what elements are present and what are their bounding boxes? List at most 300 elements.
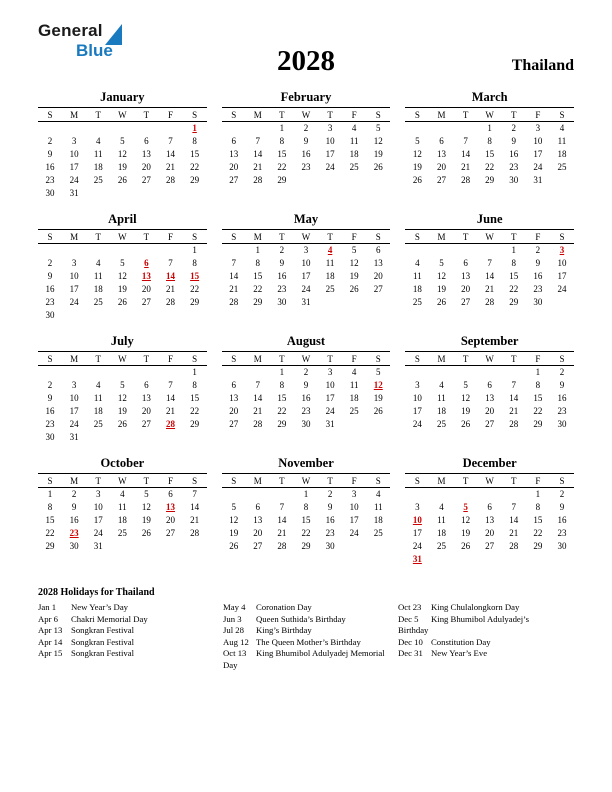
week-row [222,174,391,187]
day-of-week-header: F [158,352,182,366]
week-row [405,270,574,283]
calendar-day: 12 [436,271,446,281]
calendar-day: 10 [349,502,359,512]
logo-text-blue: Blue [76,41,113,60]
calendar-day: 17 [412,528,422,538]
day-of-week-header: W [478,474,502,488]
calendar-day: 21 [253,406,263,416]
calendar-day: 30 [509,175,519,185]
day-of-week-header: S [366,230,390,244]
week-row [38,527,207,540]
calendar-day: 23 [557,406,567,416]
calendar-day: 12 [412,149,422,159]
calendar-day: 19 [117,406,127,416]
calendar-day: 15 [533,393,543,403]
month-september [405,334,574,456]
calendar-day: 30 [277,297,287,307]
calendar-day-empty [183,309,207,322]
calendar-day-empty [342,296,366,309]
calendar-day: 8 [255,258,261,268]
holiday-date: Jan 1 [38,602,57,612]
calendar-day: 7 [255,136,261,146]
calendar-day: 19 [461,528,471,538]
day-of-week-header: M [429,108,453,122]
calendar-day: 28 [229,297,239,307]
calendar-day-holiday: 14 [166,271,176,281]
month-table [38,107,207,200]
holiday-name: Songkran Festival [71,636,134,647]
day-of-week-header: S [405,474,429,488]
week-row [38,418,207,431]
calendar-day: 29 [509,297,519,307]
calendar-day: 5 [376,123,381,134]
calendar-day: 1 [487,123,492,134]
calendar-day-empty [158,244,182,257]
calendar-day: 8 [192,380,197,390]
calendar-day-empty [366,296,390,309]
calendar-day-empty [86,431,110,444]
page-header [38,22,574,78]
calendar-day: 19 [436,284,446,294]
calendar-day: 19 [461,406,471,416]
month-july [38,334,207,456]
day-of-week-header: S [366,352,390,366]
day-of-week-header: T [454,108,478,122]
calendar-day: 16 [45,406,55,416]
calendar-day-empty [454,488,478,501]
calendar-day: 27 [485,419,495,429]
calendar-day: 16 [45,162,55,172]
calendar-day: 19 [117,162,127,172]
calendar-day: 24 [69,419,79,429]
holiday-name: New Year’s Eve [431,648,488,659]
calendar-day: 25 [93,419,103,429]
calendar-day-empty [246,488,270,501]
calendar-day: 10 [533,136,543,146]
calendar-day: 3 [71,258,77,268]
day-of-week-header: M [62,352,86,366]
calendar-day: 26 [461,541,471,551]
holiday-date: Apr 6 [38,613,59,624]
calendar-day: 14 [485,271,495,281]
calendar-day: 9 [303,380,309,390]
calendar-day: 11 [413,271,422,281]
calendar-day-holiday: 23 [69,528,79,538]
holiday-date: Apr 13 [38,625,63,636]
calendar-day-empty [134,366,158,379]
calendar-day: 24 [69,175,79,185]
week-row [405,488,574,501]
calendar-day: 23 [533,284,543,294]
calendar-day-empty [110,431,134,444]
week-row [222,257,391,270]
calendar-day-empty [86,366,110,379]
calendar-day: 1 [192,367,197,378]
calendar-day-empty [62,244,86,257]
calendar-day-empty [405,122,429,135]
month-table [405,473,574,566]
week-row [405,174,574,187]
calendar-day: 25 [412,297,422,307]
month-title: October [100,456,145,470]
month-table [222,229,391,309]
calendar-day-holiday: 3 [559,245,565,256]
calendar-day: 22 [277,406,287,416]
calendar-day: 7 [168,136,173,146]
calendar-day: 5 [120,380,125,390]
calendar-day: 29 [485,175,495,185]
calendar-day: 6 [231,380,236,390]
calendar-day: 14 [509,393,519,403]
month-title: June [476,212,503,226]
calendar-day: 25 [436,541,446,551]
calendar-day: 27 [461,297,471,307]
calendar-day-empty [134,431,158,444]
calendar-day: 10 [325,136,335,146]
day-of-week-header: F [342,230,366,244]
calendar-day-empty [86,309,110,322]
calendar-day: 19 [412,162,422,172]
calendar-day: 26 [373,162,383,172]
holiday-entry [38,614,215,626]
month-title: December [462,456,517,470]
calendar-day: 29 [533,419,543,429]
calendar-day: 4 [439,380,444,390]
day-of-week-header: T [270,474,294,488]
holiday-column [223,602,398,672]
calendar-day: 15 [190,393,200,403]
calendar-day: 20 [141,284,151,294]
calendar-day: 7 [511,380,516,390]
calendar-day: 17 [301,271,311,281]
calendar-day-empty [526,553,550,566]
week-row [38,431,207,444]
calendar-day: 3 [327,123,333,134]
calendar-day: 22 [45,528,55,538]
calendar-day: 29 [190,297,200,307]
calendar-day: 10 [69,393,79,403]
week-row [222,244,391,257]
calendar-day-holiday: 1 [192,123,197,134]
calendar-day: 25 [117,528,127,538]
calendar-day: 14 [166,393,176,403]
calendar-day: 18 [349,149,359,159]
month-title: February [280,90,332,104]
holiday-date: Jul 28 [223,625,244,636]
calendar-day-empty [110,366,134,379]
calendar-day: 24 [93,528,103,538]
calendar-day: 2 [47,258,53,268]
calendar-day: 2 [303,123,309,134]
week-row [38,283,207,296]
calendar-day: 18 [373,515,383,525]
week-row [222,148,391,161]
calendar-day: 6 [376,245,381,256]
calendar-day: 5 [144,489,149,500]
calendar-day: 3 [415,380,420,390]
week-row [38,257,207,270]
calendar-day: 18 [412,284,422,294]
calendar-day: 1 [192,245,197,256]
week-row [38,405,207,418]
holiday-entry [223,648,390,671]
month-april [38,212,207,334]
calendar-day: 6 [439,136,444,146]
calendar-day: 15 [45,515,55,525]
calendar-day-empty [342,540,366,553]
calendar-day: 22 [301,528,311,538]
day-of-week-header: S [366,474,390,488]
calendar-day: 11 [93,271,103,281]
calendar-day-empty [502,553,526,566]
calendar-day: 4 [559,123,565,134]
week-row [405,418,574,431]
day-of-week-header: T [454,230,478,244]
week-row [405,501,574,514]
calendar-day: 2 [47,136,53,146]
calendar-day: 28 [509,541,519,551]
calendar-day-empty [294,174,318,187]
calendar-day-empty [405,244,429,257]
holiday-name: Chakri Memorial Day [71,613,148,624]
calendar-day: 21 [166,284,176,294]
week-row [222,270,391,283]
calendar-day-empty [429,366,453,379]
calendar-day-empty [134,244,158,257]
calendar-day: 14 [509,515,519,525]
calendar-day: 12 [117,393,127,403]
calendar-day: 31 [533,175,543,185]
month-title: July [110,334,134,348]
day-of-week-header: T [502,108,526,122]
calendar-day: 12 [117,149,127,159]
calendar-day: 19 [117,284,127,294]
holiday-columns [38,602,574,672]
calendar-day: 29 [533,541,543,551]
calendar-day: 8 [279,380,285,390]
week-row [405,122,574,135]
calendar-day: 31 [93,541,103,551]
calendar-day: 7 [511,502,516,512]
calendar-day: 12 [229,515,239,525]
holiday-date: Oct 13 [223,648,247,659]
day-of-week-header: M [246,352,270,366]
week-row [405,379,574,392]
calendar-day: 22 [533,406,543,416]
calendar-day: 2 [559,367,565,378]
calendar-day-holiday: 12 [373,380,383,390]
calendar-day-empty [342,418,366,431]
calendar-day-empty [270,488,294,501]
day-of-week-header: S [38,230,62,244]
calendar-day: 11 [557,136,567,146]
week-row [38,514,207,527]
calendar-day: 21 [277,528,287,538]
calendar-day: 8 [511,258,516,268]
calendar-day: 26 [373,406,383,416]
month-title: August [286,334,326,348]
month-table [38,473,207,553]
calendar-day: 25 [93,175,103,185]
week-row [222,122,391,135]
calendar-day: 9 [559,502,565,512]
day-of-week-header: W [110,230,134,244]
calendar-day: 15 [533,515,543,525]
calendar-day: 10 [93,502,103,512]
calendar-day-empty [86,122,110,135]
calendar-day: 29 [301,541,311,551]
day-of-week-header: M [62,108,86,122]
calendar-day: 22 [190,406,200,416]
month-title: April [108,212,137,226]
calendar-day-empty [366,418,390,431]
day-of-week-header: W [110,352,134,366]
week-row [405,244,574,257]
week-row [222,418,391,431]
day-of-week-header: S [38,474,62,488]
calendar-day: 9 [47,149,53,159]
day-of-week-header: S [222,474,246,488]
calendar-day: 30 [325,541,335,551]
day-of-week-header: S [405,230,429,244]
calendar-day: 20 [436,162,446,172]
calendar-day: 16 [45,284,55,294]
day-of-week-header: T [86,108,110,122]
week-row [38,379,207,392]
week-row [38,309,207,322]
calendar-day: 21 [461,162,471,172]
calendar-day-empty [38,366,62,379]
calendar-day-empty [110,540,134,553]
calendar-day: 16 [325,515,335,525]
calendar-day: 9 [559,380,565,390]
calendar-day: 3 [95,489,101,500]
calendar-day-empty [454,244,478,257]
day-of-week-header: F [158,230,182,244]
month-title: March [471,90,508,104]
day-of-week-row [38,474,207,488]
calendar-day: 8 [487,136,492,146]
general-blue-logo [38,22,123,60]
calendar-day: 2 [279,245,285,256]
calendar-day: 31 [69,432,79,442]
calendar-day: 17 [325,393,335,403]
calendar-day: 28 [485,297,495,307]
calendar-day-empty [454,366,478,379]
calendar-day: 23 [557,528,567,538]
week-row [405,553,574,566]
calendar-day: 9 [535,258,541,268]
calendar-day: 11 [349,380,359,390]
calendar-day: 24 [557,284,567,294]
calendar-day-empty [246,366,270,379]
calendar-day: 30 [533,297,543,307]
calendar-day: 9 [47,393,53,403]
calendar-day-holiday: 10 [412,515,422,525]
week-row [38,540,207,553]
calendar-day: 29 [190,175,200,185]
day-of-week-header: S [222,352,246,366]
day-of-week-row [405,230,574,244]
calendar-day: 10 [69,271,79,281]
month-table [222,473,391,553]
calendar-day: 1 [303,489,309,500]
day-of-week-row [222,474,391,488]
day-of-week-header: T [318,108,342,122]
calendar-day: 20 [229,406,239,416]
calendar-day: 12 [117,271,127,281]
calendar-day: 2 [71,489,77,500]
calendar-day: 8 [192,136,197,146]
day-of-week-header: T [270,230,294,244]
calendar-day: 18 [117,515,127,525]
calendar-day-empty [429,122,453,135]
calendar-day: 31 [69,188,79,198]
day-of-week-header: M [429,352,453,366]
week-row [38,296,207,309]
day-of-week-header: W [110,108,134,122]
calendar-day: 20 [166,515,176,525]
calendar-day: 24 [301,284,311,294]
holiday-entry [38,625,215,637]
month-table [405,351,574,431]
day-of-week-row [38,108,207,122]
calendar-day: 9 [303,136,309,146]
calendar-day: 28 [509,419,519,429]
calendar-day: 12 [141,502,151,512]
calendar-day: 28 [166,297,176,307]
calendar-day: 17 [349,515,359,525]
calendar-day-empty [62,366,86,379]
calendar-day: 4 [351,123,357,134]
calendar-day: 20 [141,406,151,416]
day-of-week-header: S [550,108,574,122]
day-of-week-header: S [222,108,246,122]
week-row [38,122,207,135]
month-table [38,229,207,322]
calendar-day: 20 [485,406,495,416]
week-row [405,366,574,379]
calendar-day: 14 [277,515,287,525]
calendar-day: 2 [559,489,565,500]
calendar-day-empty [429,553,453,566]
month-table [222,351,391,431]
week-row [222,161,391,174]
calendar-day: 25 [349,406,359,416]
holiday-date: Dec 31 [398,648,423,659]
calendar-day: 23 [277,284,287,294]
calendar-day-empty [38,122,62,135]
calendar-day: 6 [463,258,468,268]
calendar-day: 3 [351,489,357,500]
calendar-day: 1 [511,245,516,256]
calendar-day: 8 [535,380,541,390]
calendar-day-empty [62,309,86,322]
calendar-day-holiday: 4 [327,245,333,256]
calendar-day-empty [222,488,246,501]
calendar-day: 27 [229,175,239,185]
calendar-day: 4 [120,489,125,500]
calendar-day-empty [550,296,574,309]
calendar-day: 11 [117,502,127,512]
day-of-week-header: S [550,474,574,488]
calendar-day: 9 [71,502,77,512]
calendar-day: 5 [415,136,420,146]
calendar-day: 27 [253,541,263,551]
calendar-day: 17 [325,149,335,159]
day-of-week-row [38,230,207,244]
day-of-week-header: S [405,108,429,122]
